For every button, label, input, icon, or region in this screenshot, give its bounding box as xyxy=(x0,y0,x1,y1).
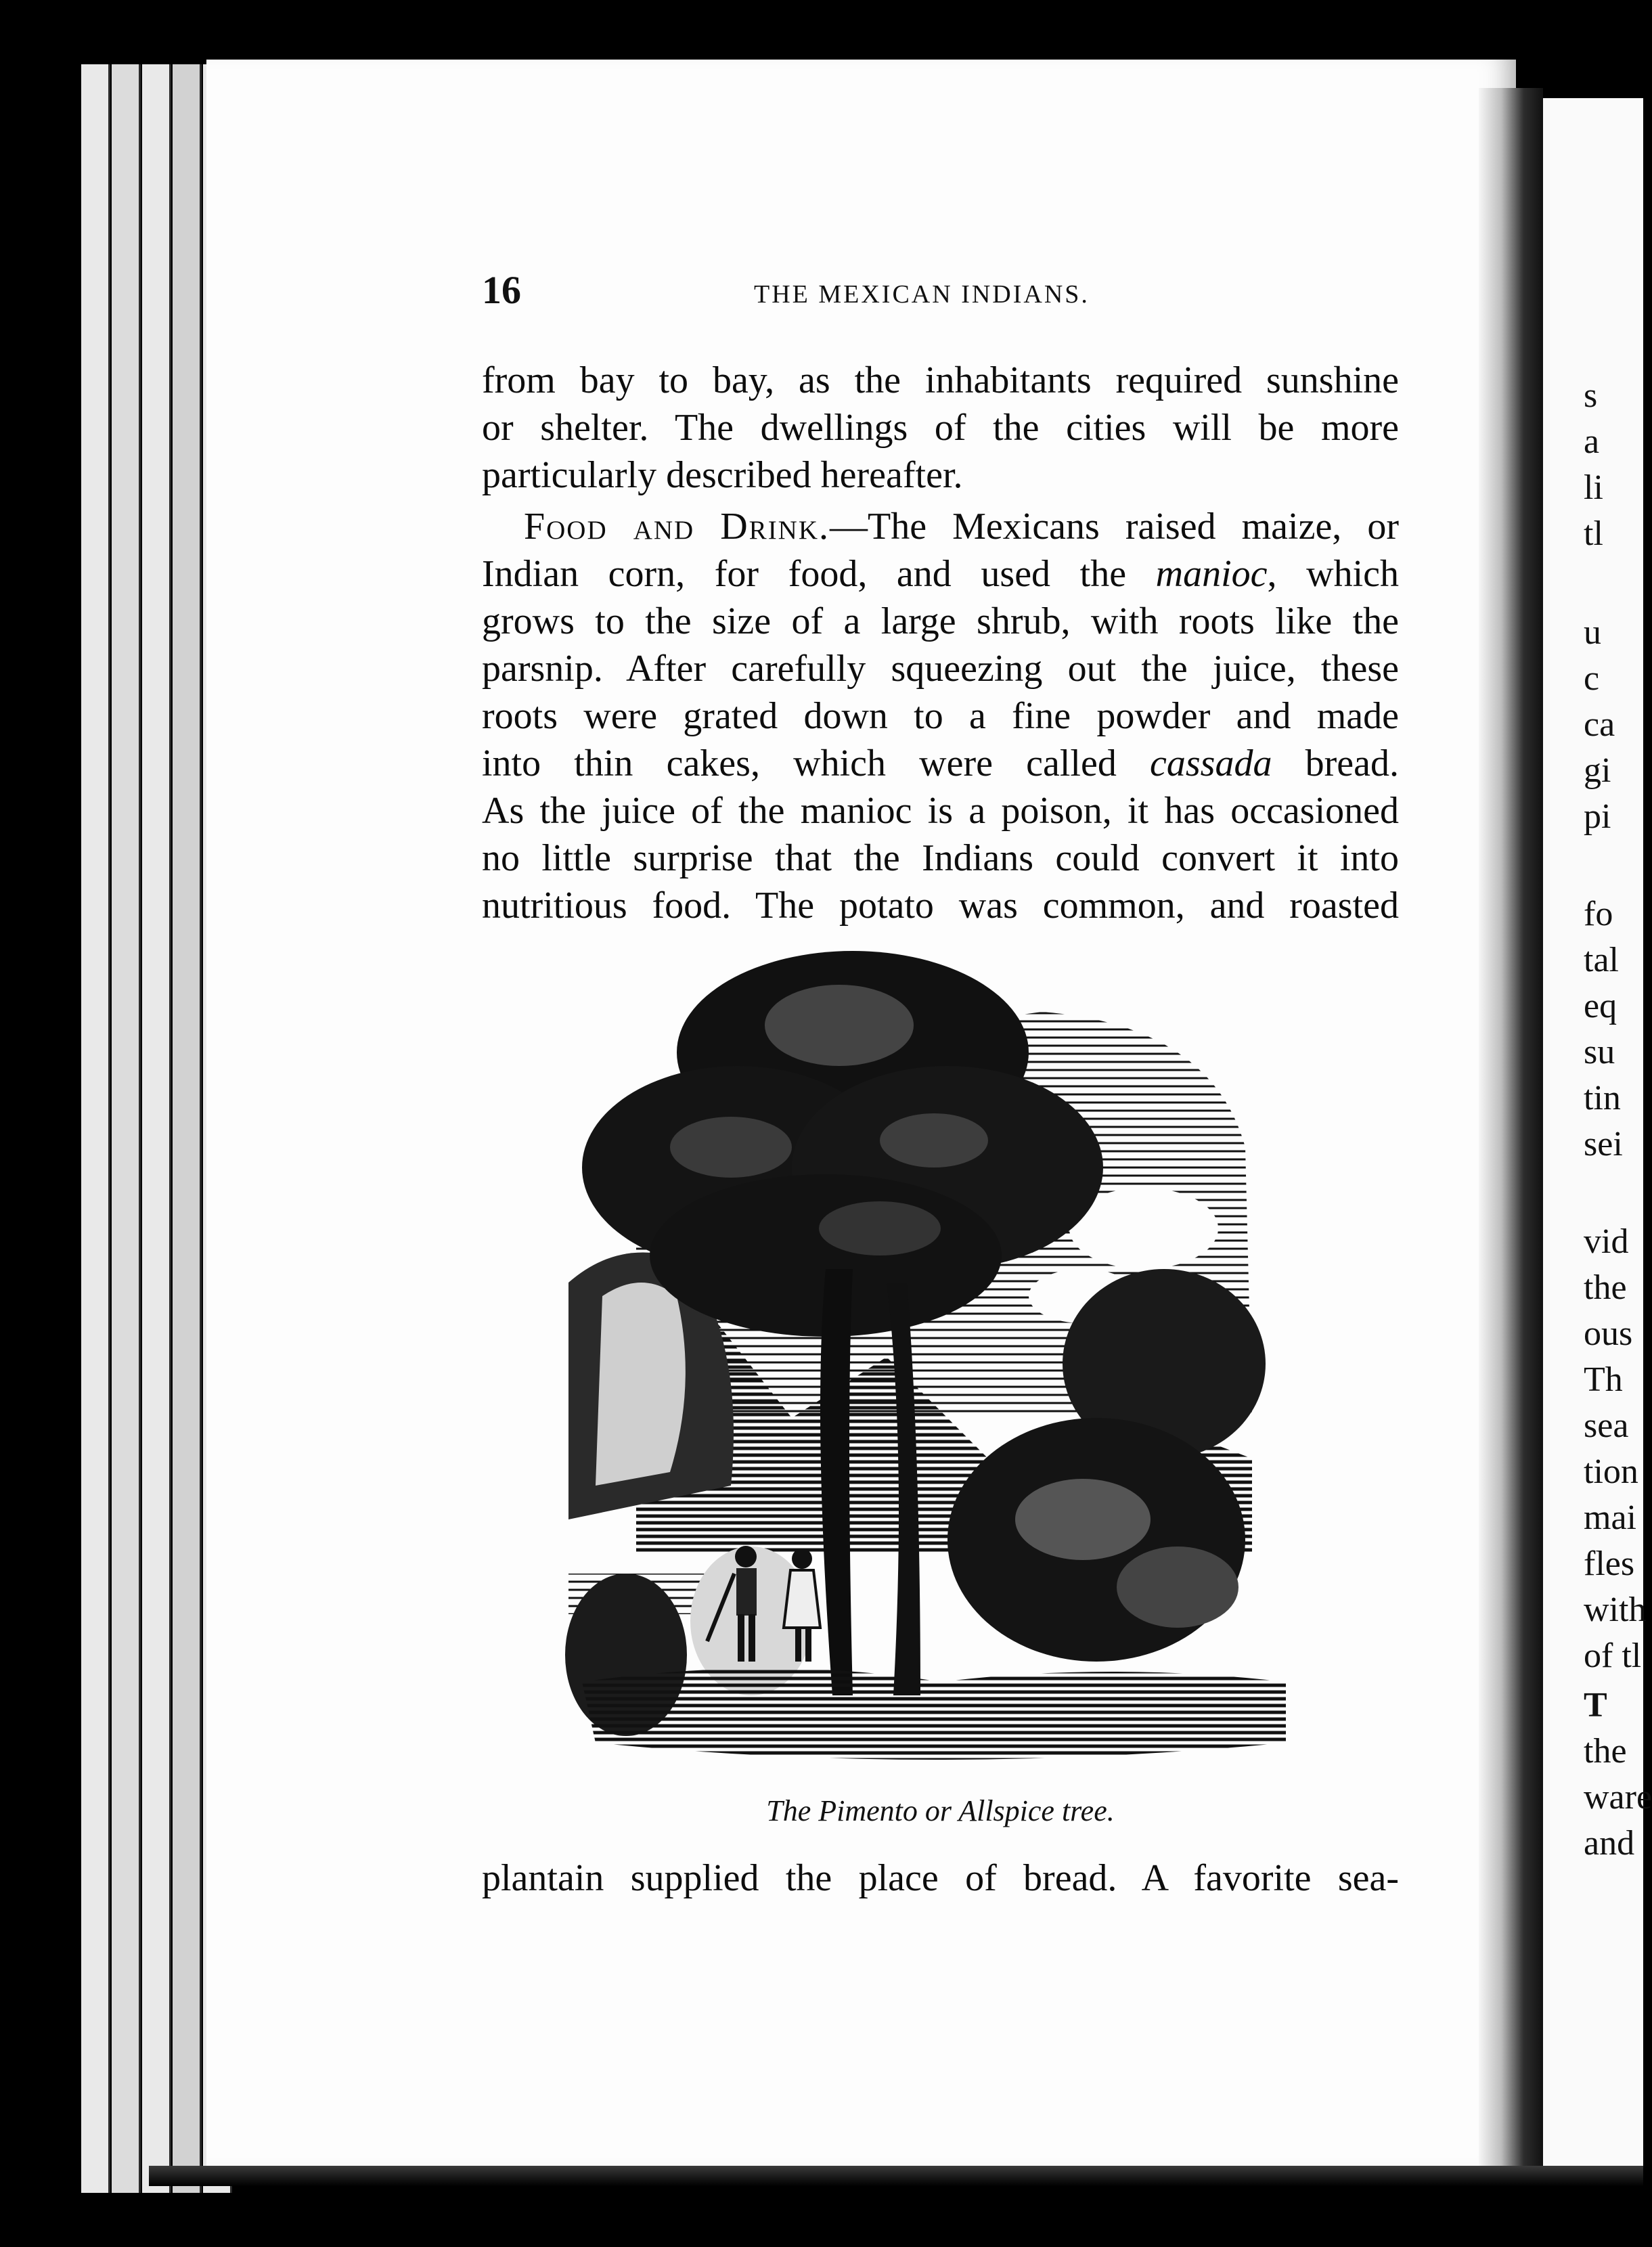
facing-fragment: fo xyxy=(1584,895,1613,933)
running-head: THE MEXICAN INDIANS. xyxy=(754,280,1090,309)
facing-fragment: s xyxy=(1584,376,1598,415)
facing-fragment: li xyxy=(1584,468,1603,507)
facing-fragment: tin xyxy=(1584,1079,1621,1117)
facing-fragment: a xyxy=(1584,422,1600,461)
facing-fragment: Th xyxy=(1584,1360,1623,1399)
facing-fragment: sei xyxy=(1584,1125,1623,1163)
facing-fragment: ous xyxy=(1584,1314,1633,1353)
facing-fragment: mai xyxy=(1584,1498,1636,1537)
illustration-caption: The Pimento or Allspice tree. xyxy=(766,1794,1115,1827)
text-line: As the juice of the manioc is a poison, it has occasioned xyxy=(482,790,1399,832)
text-line: or shelter. The dwellings of the cities will be more xyxy=(482,407,1399,449)
text-line: no little surprise that the Indians could convert it into xyxy=(482,837,1399,879)
facing-fragment: vid xyxy=(1584,1222,1629,1261)
paragraph-dwellings xyxy=(482,357,1399,499)
italic-term-manioc: manioc xyxy=(1155,553,1268,595)
section-heading-and: and xyxy=(633,506,695,548)
facing-fragment: T xyxy=(1584,1686,1607,1725)
text-line: plantain supplied the place of bread. A favorite sea- xyxy=(482,1857,1399,1899)
text-fragment: into thin cakes, which were called xyxy=(482,742,1151,784)
text-line: particularly described hereafter. xyxy=(482,454,963,496)
text-line: roots were grated down to a fine powder and made xyxy=(482,695,1399,737)
text-line xyxy=(482,503,1399,550)
pimento-tree-engraving xyxy=(568,944,1313,1794)
text-fragment: , which xyxy=(1267,553,1399,595)
tree-trunk xyxy=(820,1269,853,1695)
text-fragment: bread. xyxy=(1272,742,1400,784)
facing-fragment: fles xyxy=(1584,1544,1635,1583)
page-bottom-edge xyxy=(149,2166,1643,2186)
facing-fragment: the xyxy=(1584,1268,1627,1307)
facing-fragment: ca xyxy=(1584,705,1615,744)
facing-page xyxy=(1543,98,1652,2176)
section-heading-drink: Drink. xyxy=(720,506,830,548)
facing-fragment: tl xyxy=(1584,514,1603,553)
facing-fragment: sea xyxy=(1584,1406,1629,1445)
section-heading-food: Food xyxy=(524,506,608,548)
text-line: grows to the size of a large shrub, with roots like the xyxy=(482,600,1399,642)
page-header xyxy=(482,267,1399,315)
text-line xyxy=(482,550,1399,598)
facing-fragment: and xyxy=(1584,1824,1635,1863)
facing-fragment: u xyxy=(1584,613,1601,652)
facing-fragment: tal xyxy=(1584,941,1619,979)
cliff-highlight xyxy=(596,1283,686,1486)
paragraph-plantain xyxy=(482,1854,1399,1902)
facing-fragment: the xyxy=(1584,1732,1627,1771)
facing-fragment: pi xyxy=(1584,797,1611,836)
text-line xyxy=(482,740,1399,787)
italic-term-cassada: cassada xyxy=(1150,742,1272,784)
paragraph-food-and-drink xyxy=(482,503,1399,929)
facing-fragment: c xyxy=(1584,659,1600,698)
facing-fragment: with xyxy=(1584,1590,1647,1629)
facing-fragment: of tl xyxy=(1584,1637,1642,1675)
ground xyxy=(582,1668,1286,1760)
text-line: parsnip. After carefully squeezing out the juice, these xyxy=(482,648,1399,690)
facing-fragment: su xyxy=(1584,1033,1615,1071)
text-fragment: —The Mexicans raised maize, or xyxy=(830,506,1399,548)
book-gutter xyxy=(1479,88,1543,2173)
facing-fragment: eq xyxy=(1584,987,1617,1025)
text-fragment: Indian corn, for food, and used the xyxy=(482,553,1156,595)
facing-fragment: gi xyxy=(1584,751,1611,790)
text-line: from bay to bay, as the inhabitants required sunshine xyxy=(482,359,1399,401)
facing-fragment: ware xyxy=(1584,1778,1652,1817)
text-line: nutritious food. The potato was common, and roasted xyxy=(482,885,1399,927)
facing-fragment: tion xyxy=(1584,1452,1638,1491)
page-number: 16 xyxy=(482,268,521,312)
